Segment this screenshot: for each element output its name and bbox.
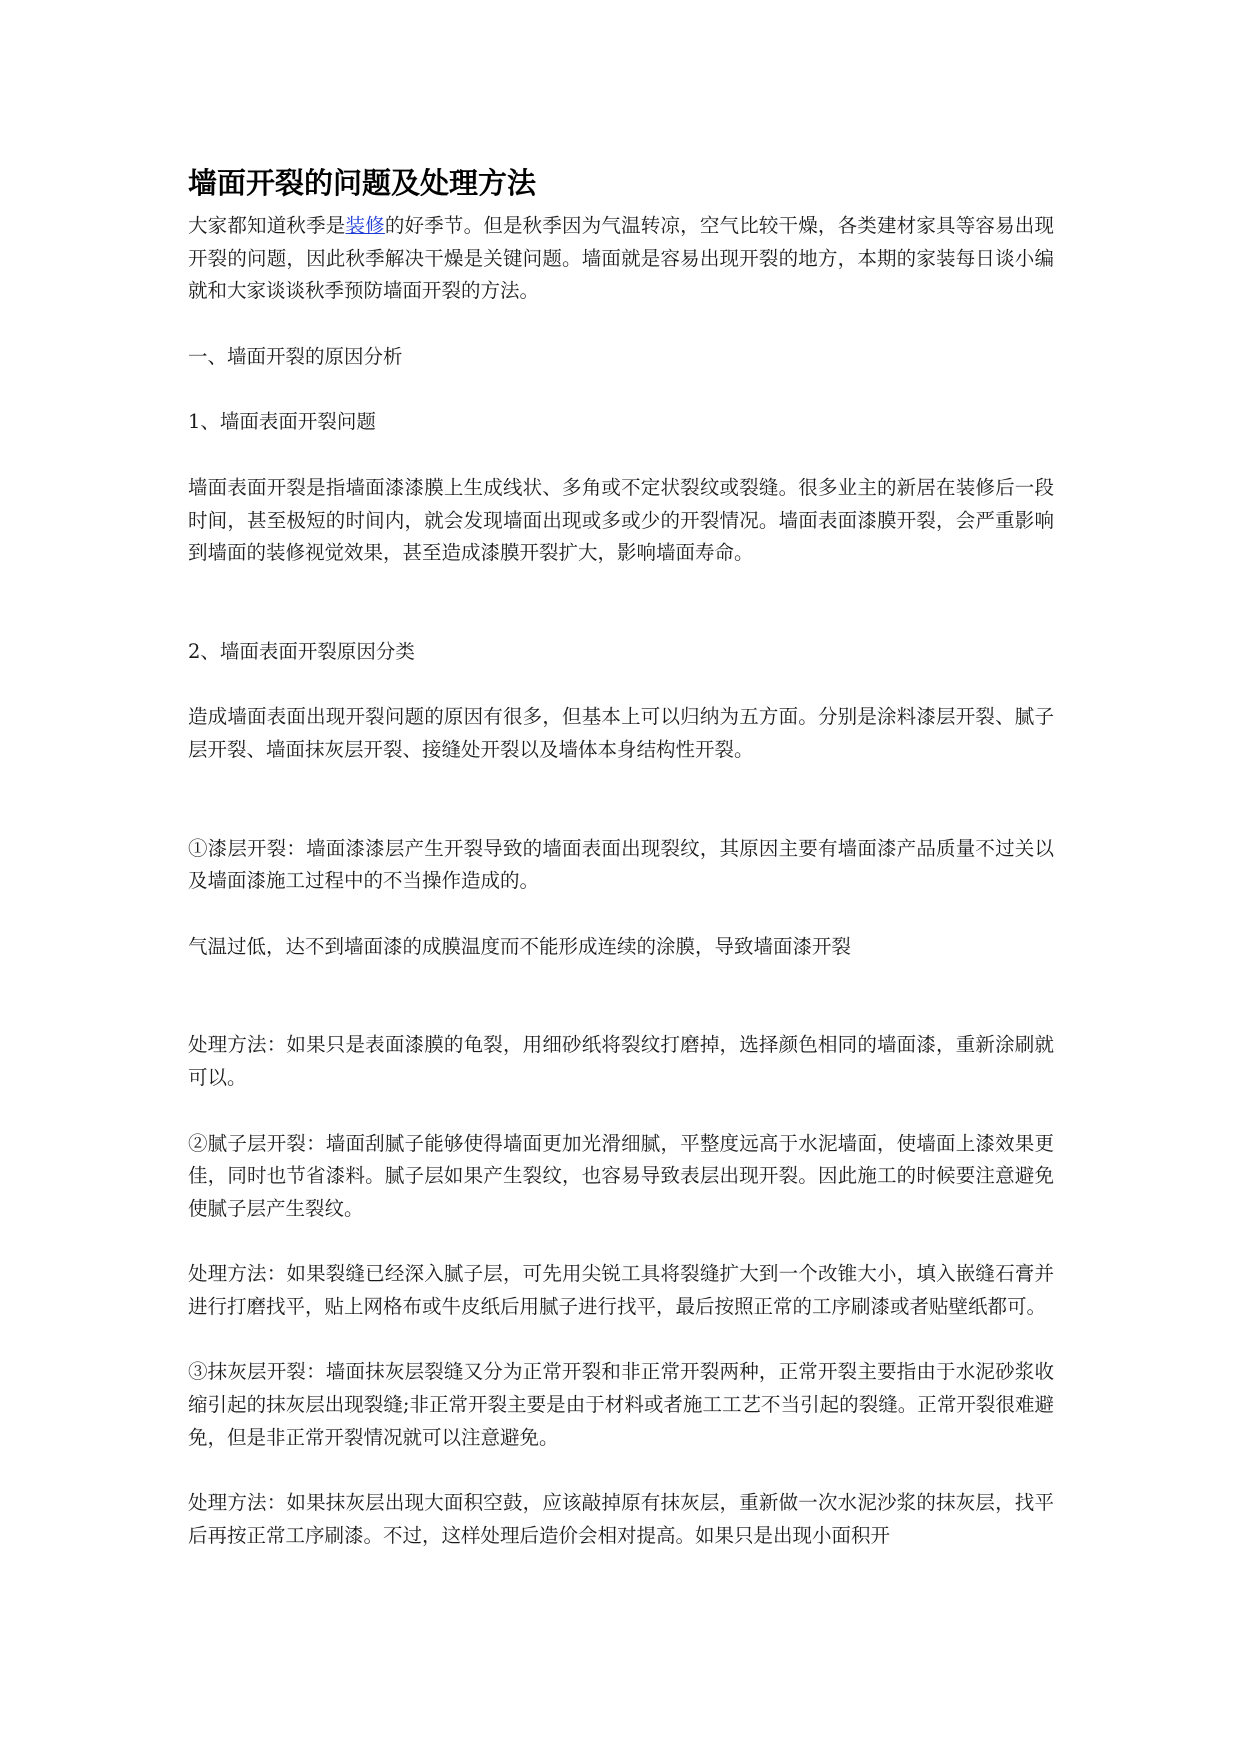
- section-1-heading: 一、墙面开裂的原因分析: [188, 344, 403, 368]
- spacer: [188, 668, 1054, 701]
- section-2-body: 造成墙面表面出现开裂问题的原因有很多，但基本上可以归纳为五方面。分别是涂料漆层开裂、腻子层开裂、墙面抹灰层开裂、接缝处开裂以及墙体本身结构性开裂。: [188, 705, 1054, 761]
- spacer: [188, 308, 1054, 341]
- spacer: [188, 570, 1054, 636]
- spacer: [188, 373, 1054, 406]
- coating-crack-paragraph: ①漆层开裂：墙面漆漆层产生开裂导致的墙面表面出现裂纹，其原因主要有墙面漆产品质量不过关以及墙面漆施工过程中的不当操作造成的。: [188, 836, 1054, 893]
- renovation-link[interactable]: 装修: [345, 214, 385, 237]
- section-1-body: 墙面表面开裂是指墙面漆漆膜上生成线状、多角或不定状裂纹或裂缝。很多业主的新居在装修后一段时间，甚至极短的时间内，就会发现墙面出现或多或少的开裂情况。墙面表面漆膜开裂，会严重影响到墙面的装修视觉效果，甚至造成漆膜开裂扩大，影响墙面寿命。: [188, 475, 1054, 565]
- plaster-crack-fix: 处理方法：如果抹灰层出现大面积空鼓，应该敲掉原有抹灰层，重新做一次水泥沙浆的抹灰层，找平后再按正常工序刷漆。不过，这样处理后造价会相对提高。如果只是出现小面积开: [188, 1491, 1054, 1547]
- intro-text-before: 大家都知道秋季是: [188, 214, 346, 237]
- plaster-crack-paragraph: ③抹灰层开裂：墙面抹灰层裂缝又分为正常开裂和非正常开裂两种，正常开裂主要指由于水泥砂浆收缩引起的抹灰层出现裂缝;非正常开裂主要是由于材料或者施工工艺不当引起的裂缝。正常开裂很难避免，但是非正常开裂情况就可以注意避免。: [188, 1360, 1054, 1449]
- section-1-subheading: 1、墙面表面开裂问题: [188, 410, 376, 434]
- low-temperature-note: 气温过低，达不到墙面漆的成膜温度而不能形成连续的涂膜，导致墙面漆开裂: [188, 934, 852, 958]
- spacer: [188, 767, 1054, 833]
- spacer: [188, 439, 1054, 472]
- document-title: 墙面开裂的问题及处理方法: [188, 166, 537, 200]
- section-2-subheading: 2、墙面表面开裂原因分类: [188, 639, 415, 663]
- coating-crack-fix: 处理方法：如果只是表面漆膜的龟裂，用细砂纸将裂纹打磨掉，选择颜色相同的墙面漆，重新涂刷就可以。: [188, 1033, 1054, 1089]
- spacer: [188, 1454, 1054, 1487]
- spacer: [188, 898, 1054, 931]
- document-page: [188, 160, 1054, 1552]
- intro-text-after: 的好季节。但是秋季因为气温转凉，空气比较干燥，各类建材家具等容易出现开裂的问题，因此秋季解决干燥是关键问题。墙面就是容易出现开裂的地方，本期的家装每日谈小编就和大家谈谈秋季预防墙面开裂的方法。: [188, 214, 1054, 303]
- spacer: [188, 1095, 1054, 1128]
- putty-crack-paragraph: ②腻子层开裂：墙面刮腻子能够使得墙面更加光滑细腻，平整度远高于水泥墙面，使墙面上漆效果更佳，同时也节省漆料。腻子层如果产生裂纹，也容易导致表层出现开裂。因此施工的时候要注意避免使腻子层产生裂纹。: [188, 1131, 1054, 1220]
- spacer: [188, 1323, 1054, 1356]
- spacer: [188, 963, 1054, 1029]
- intro-paragraph: [188, 210, 1054, 308]
- spacer: [188, 1225, 1054, 1258]
- putty-crack-fix: 处理方法：如果裂缝已经深入腻子层，可先用尖锐工具将裂缝扩大到一个改锥大小，填入嵌缝石膏并进行打磨找平，贴上网格布或牛皮纸后用腻子进行找平，最后按照正常的工序刷漆或者贴壁纸都可。: [188, 1262, 1054, 1318]
